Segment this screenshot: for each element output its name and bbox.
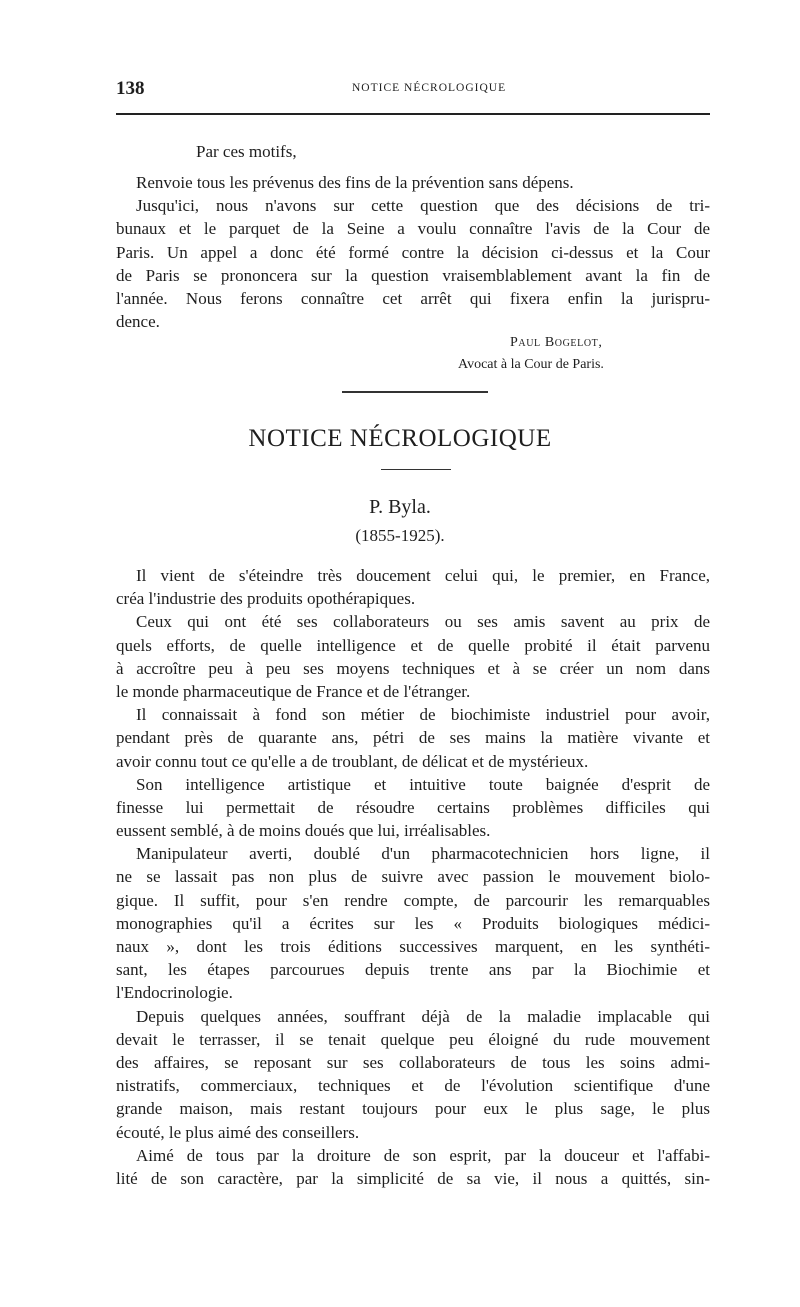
paragraph-line: Il connaissait à fond son métier de biochimiste industriel pour avoir, [136, 705, 710, 725]
subject-name: P. Byla. [369, 496, 431, 518]
paragraph-line: Manipulateur averti, doublé d'un pharmacotechnicien hors ligne, il [136, 844, 710, 864]
subject-dates: (1855-1925). [355, 526, 445, 545]
paragraph-line: à accroître peu à peu ses moyens techniques et à se créer un nom dans [116, 658, 710, 678]
paragraph-line: avoir connu tout ce qu'elle a de troublant, de délicat et de mystérieux. [116, 751, 589, 771]
paragraph-line: lité de son caractère, par la simplicité de sa vie, il nous a quittés, sin- [116, 1168, 710, 1188]
paragraph-line: l'Endocrinologie. [116, 983, 233, 1003]
paragraph-line: écouté, le plus aimé des conseillers. [116, 1122, 360, 1142]
paragraph-line: le monde pharmaceutique de France et de l'étranger. [116, 681, 471, 701]
paragraph-line: gique. Il suffit, pour s'en rendre compte, de parcourir les remarquables [116, 890, 710, 910]
paragraph-line: eussent semblé, à de moins doués que lui, irréalisables. [116, 821, 491, 841]
previous-article-body [116, 171, 710, 333]
section-title: NOTICE NÉCROLOGIQUE [248, 425, 552, 452]
paragraph-line: pendant près de quarante ans, pétri de ses mains la matière vivante et [116, 728, 710, 748]
paragraph-line: finesse lui permettait de résoudre certains problèmes difficiles qui [116, 797, 710, 817]
paragraph-line: des affaires, se reposant sur ses collaborateurs de tous les soins admi- [116, 1052, 710, 1072]
paragraph-line: Renvoie tous les prévenus des fins de la prévention sans dépens. [136, 173, 574, 192]
paragraph-line: Son intelligence artistique et intuitive toute baignée d'esprit de [136, 774, 710, 794]
paragraph-line: Par ces motifs, [196, 142, 297, 161]
title-divider [381, 469, 451, 470]
page-number: 138 [116, 78, 145, 99]
paragraph-line: Il vient de s'éteindre très doucement celui qui, le premier, en France, [136, 566, 710, 585]
paragraph-line: Ceux qui ont été ses collaborateurs ou ses amis savent au prix de [136, 612, 710, 632]
paragraph-line: sant, les étapes parcourues depuis trente ans par la Biochimie et [116, 960, 710, 980]
paragraph-line: l'année. Nous ferons connaître cet arrêt qui fixera enfin la jurispru- [116, 288, 710, 308]
paragraph-line: de Paris se prononcera sur la question vraisemblablement avant la fin de [116, 265, 710, 285]
paragraph-line: quels efforts, de quelle intelligence et de quelle probité il était parvenu [116, 635, 710, 655]
section-divider [342, 391, 488, 393]
page-header [116, 78, 710, 100]
paragraph-line: créa l'industrie des produits opothérapiques. [116, 589, 416, 609]
paragraph-line: grande maison, mais restant toujours pour eux le plus sage, le plus [116, 1099, 710, 1119]
paragraph-line: Aimé de tous par la droiture de son esprit, par la douceur et l'affabi- [136, 1145, 710, 1165]
author-title: Avocat à la Cour de Paris. [458, 357, 604, 372]
paragraph-line: dence. [116, 312, 160, 332]
previous-article [116, 140, 710, 163]
paragraph-line: monographies qu'il a écrites sur les « Produits biologiques médici- [116, 913, 710, 933]
obituary-body [116, 564, 710, 1190]
paragraph-line: nistratifs, commerciaux, techniques et de l'évolution scientifique d'une [116, 1076, 710, 1096]
paragraph-line: bunaux et le parquet de la Seine a voulu connaître l'avis de la Cour de [116, 219, 710, 239]
running-title: NOTICE NÉCROLOGIQUE [352, 82, 507, 94]
paragraph-line: Paris. Un appel a donc été formé contre la décision ci-dessus et la Cour [116, 242, 710, 262]
author-signature: Paul Bogelot, [510, 335, 603, 350]
paragraph-line: Depuis quelques années, souffrant déjà de la maladie implacable qui [136, 1006, 710, 1026]
paragraph-line: devait le terrasser, il se tenait quelque peu éloigné du rude mouvement [116, 1029, 710, 1049]
paragraph-line: ne se lassait pas non plus de suivre avec passion le mouvement biolo- [116, 867, 710, 887]
paragraph-line: naux », dont les trois éditions successives marquent, en les synthéti- [116, 937, 710, 956]
paragraph-line: Jusqu'ici, nous n'avons sur cette question que des décisions de tri- [136, 196, 710, 216]
header-rule [116, 113, 710, 115]
